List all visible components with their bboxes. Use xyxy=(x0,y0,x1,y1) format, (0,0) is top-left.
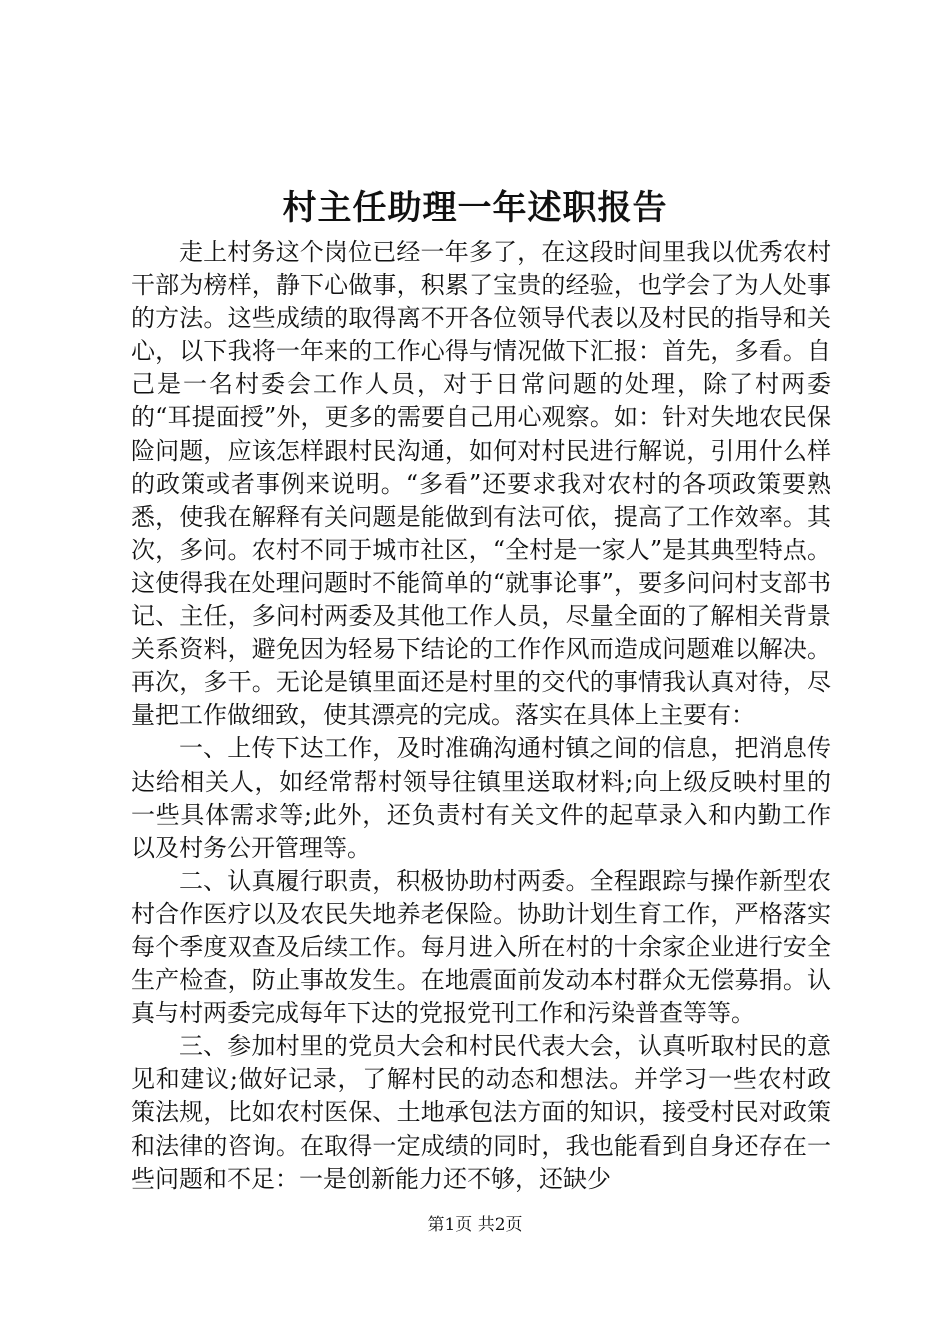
paragraph-intro: 走上村务这个岗位已经一年多了，在这段时间里我以优秀农村干部为榜样，静下心做事，积累了宝贵的经验，也学会了为人处事的方法。这些成绩的取得离不开各位领导代表以及村民的指导和关心，以下我将一年来的工作心得与情况做下汇报：首先，多看。自己是一名村委会工作人员，对于日常问题的处理，除了村两委的“耳提面授”外，更多的需要自己用心观察。如：针对失地农民保险问题，应该怎样跟村民沟通，如何对村民进行解说，引用什么样的政策或者事例来说明。“多看”还要求我对农村的各项政策要熟悉，使我在解释有关问题是能做到有法可依，提高了工作效率。其次，多问。农村不同于城市社区，“全村是一家人”是其典型特点。这使得我在处理问题时不能简单的“就事论事”，要多问问村支部书记、主任，多问村两委及其他工作人员，尽量全面的了解相关背景关系资料，避免因为轻易下结论的工作作风而造成问题难以解决。再次，多干。无论是镇里面还是村里的交代的事情我认真对待，尽量把工作做细致，使其漂亮的完成。落实在具体上主要有： xyxy=(131,238,831,730)
document-title: 村主任助理一年述职报告 xyxy=(282,188,668,228)
paragraph-item-2: 二、认真履行职责，积极协助村两委。全程跟踪与操作新型农村合作医疗以及农民失地养老保险。协助计划生育工作，严格落实每个季度双查及后续工作。每月进入所在村的十余家企业进行安全生产检查，防止事故发生。在地震面前发动本村群众无偿募捐。认真与村两委完成每年下达的党报党刊工作和污染普查等等。 xyxy=(131,866,831,1028)
paragraph-item-1: 一、上传下达工作，及时准确沟通村镇之间的信息，把消息传达给相关人，如经常帮村领导往镇里送取材料;向上级反映村里的一些具体需求等;此外，还负责村有关文件的起草录入和内勤工作以及村务公开管理等。 xyxy=(131,734,831,862)
paragraph-item-3: 三、参加村里的党员大会和村民代表大会，认真听取村民的意见和建议;做好记录，了解村民的动态和想法。并学习一些农村政策法规，比如农村医保、土地承包法方面的知识，接受村民对政策和法律的咨询。在取得一定成绩的同时，我也能看到自身还存在一些问题和不足：一是创新能力还不够，还缺少 xyxy=(131,1032,831,1193)
document-body xyxy=(131,236,831,1196)
page-number-footer: 第1页 共2页 xyxy=(427,1215,523,1235)
